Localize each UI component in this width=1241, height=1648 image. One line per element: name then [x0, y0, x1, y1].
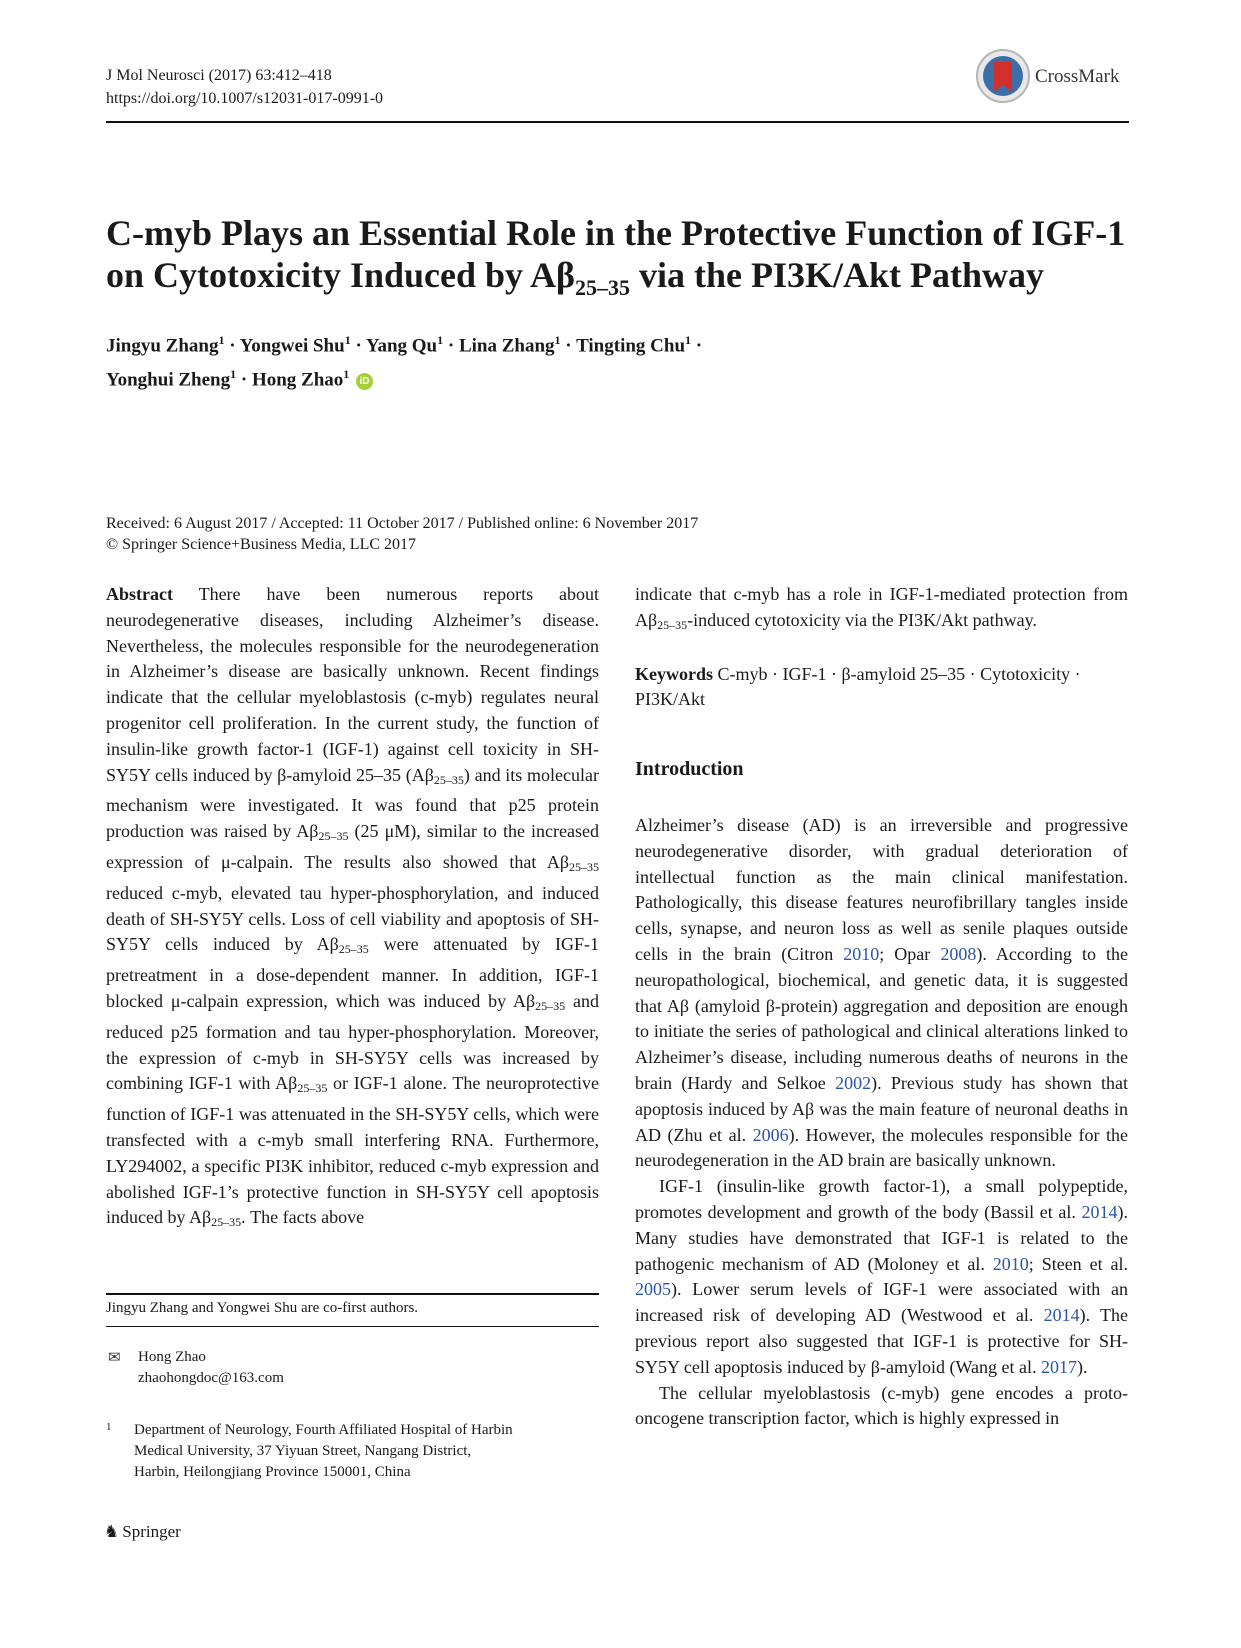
body-text: ). Many studies have demonstrated that IGF-1 is related to the pathogenic mechanism of AD (Moloney et al.: [635, 1201, 1128, 1274]
author-name[interactable]: Lina Zhang: [458, 335, 555, 357]
affil-marker: 1: [344, 333, 351, 347]
author-separator: ·: [447, 335, 455, 357]
subscript: 25–35: [318, 829, 349, 844]
journal-citation: J Mol Neurosci (2017) 63:412–418: [106, 67, 332, 84]
citation-link[interactable]: 2005: [635, 1279, 671, 1300]
envelope-icon: ✉: [108, 1348, 121, 1366]
section-heading-introduction: Introduction: [635, 758, 744, 781]
subscript: 25–35: [535, 998, 566, 1013]
affiliation-line: Harbin, Heilongjiang Province 150001, China: [134, 1464, 411, 1480]
intro-paragraph-3: The cellular myeloblastosis (c-myb) gene encodes a proto-oncogene transcription factor, which is highly expressed in: [635, 1382, 1128, 1429]
abstract-text: were attenuated by IGF-1 pretreatment in a dose-dependent manner. In addition, IGF-1 blocked μ-calpain expression, which was induced by Aβ: [106, 934, 599, 1011]
crossmark-label: CrossMark: [1035, 66, 1120, 87]
title-line-1: C-myb Plays an Essential Role in the Protective Function of IGF-1: [106, 213, 1126, 253]
abstract-text: . The facts above: [241, 1207, 365, 1228]
header-rule: [106, 121, 1129, 123]
body-text: ).: [1076, 1356, 1088, 1377]
title-text: via the PI3K/Akt Pathway: [630, 255, 1045, 295]
author-separator: ·: [355, 335, 362, 357]
author-separator: ·: [229, 335, 236, 357]
citation-link[interactable]: 2008: [940, 943, 977, 964]
abstract-text: indicate that c-myb has a role in IGF-1-mediated protection from Aβ: [635, 584, 1128, 630]
cofirst-note: Jingyu Zhang and Yongwei Shu are co-first authors.: [106, 1300, 419, 1316]
title-line-2: [106, 254, 1136, 309]
title-subscript: 25–35: [575, 275, 631, 301]
author-line-2: [106, 360, 1136, 394]
body-text: ). Previous study has shown that apoptosis induced by Aβ was the main feature of neuronal deaths in AD (Zhu et al.: [635, 1072, 1128, 1145]
affil-marker: 1: [230, 367, 237, 382]
author-name[interactable]: Yang Qu: [365, 335, 438, 357]
right-column: [635, 582, 1128, 1432]
affiliation-line: Medical University, 37 Yiyuan Street, Nangang District,: [134, 1443, 472, 1459]
subscript: 25–35: [297, 1081, 328, 1096]
affil-marker: 1: [554, 333, 561, 347]
subscript: 25–35: [211, 1215, 242, 1230]
abstract-text: There have been numerous reports about neurodegenerative diseases, including Alzheimer’s disease. Nevertheless, the molecules responsible for the neurodegeneration in Alzheimer’s disease are basically unknown. Recent findings indicate that the cellular myeloblastosis (c-myb) regulates neural progenitor cell proliferation. In the current study, the function of insulin-like growth factor-1 (IGF-1) against cell toxicity in SH-SY5Y cells induced by β-amyloid 25–35 (Aβ: [106, 584, 599, 785]
abstract-text: ) and its molecular mechanism were investigated. It was found that p25 protein production was raised by Aβ: [106, 764, 599, 842]
footnote-rule: [106, 1293, 599, 1295]
title-text: on Cytotoxicity Induced by Aβ: [106, 255, 576, 295]
keywords-label: Keywords: [635, 663, 713, 684]
abstract-label: Abstract: [106, 584, 173, 604]
abstract-text: reduced c-myb, elevated tau hyper-phosphorylation, and induced death of SH-SY5Y cells. Loss of cell viability and apoptosis of SH-SY5Y cells induced by Aβ: [106, 882, 599, 955]
abstract-text: and reduced p25 formation and tau hyper-phosphorylation. Moreover, the expression of c-myb in SH-SY5Y cells was increased by combining IGF-1 with Aβ: [106, 990, 599, 1094]
abstract-column: [106, 582, 599, 1236]
citation-link[interactable]: 2017: [1040, 1356, 1077, 1377]
author-separator: ·: [240, 369, 248, 391]
author-name[interactable]: Tingting Chu: [576, 335, 686, 357]
springer-horse-icon: ♞: [104, 1522, 120, 1542]
body-text: ; Opar: [879, 943, 941, 964]
contact-details: [138, 1347, 284, 1389]
orcid-icon[interactable]: iD: [356, 373, 373, 390]
body-text: ; Steen et al.: [1028, 1253, 1128, 1274]
subscript: 25–35: [569, 859, 599, 874]
received-accepted-published: Received: 6 August 2017 / Accepted: 11 October 2017 / Published online: 6 November 2017: [106, 515, 699, 532]
affiliation-number: 1: [106, 1421, 112, 1433]
crossmark-badge[interactable]: [975, 46, 1135, 106]
body-text: IGF-1 (insulin-like growth factor-1), a small polypeptide, promotes development and growth of the body (Bassil et al.: [635, 1176, 1128, 1222]
keywords: [635, 662, 1128, 714]
affil-marker: 1: [685, 333, 692, 347]
abstract-paragraph: [106, 582, 599, 1236]
body-text: ). Lower serum levels of IGF-1 were associated with an increased risk of developing AD (Westwood et al.: [635, 1279, 1128, 1326]
copyright-line: © Springer Science+Business Media, LLC 2017: [106, 536, 417, 553]
body-text: Alzheimer’s disease (AD) is an irreversible and progressive neurodegenerative disorder, with gradual deterioration of intellectual function as the main clinical manifestation. Pathologically, this disease features neurofibrillary tangles inside cells, synapse, and neuron loss as well as senile plaques outside cells in the brain (Citron: [635, 814, 1128, 964]
affiliation-text: [134, 1420, 513, 1483]
abstract-text: -induced cytotoxicity via the PI3K/Akt pathway.: [687, 609, 1037, 630]
intro-paragraph-1: [635, 813, 1128, 1174]
subscript: 25–35: [338, 942, 369, 957]
subscript: 25–35: [433, 772, 464, 787]
author-separator: ·: [695, 335, 703, 357]
author-list: [106, 326, 1136, 395]
crossmark-icon: [975, 48, 1031, 104]
citation-link[interactable]: 2014: [1043, 1305, 1080, 1326]
author-line-1: [106, 326, 1136, 360]
abstract-continuation: [635, 582, 1128, 639]
citation-link[interactable]: 2002: [835, 1072, 872, 1093]
body-text: ). The previous report also suggested that IGF-1 is protective for SH-SY5Y cell apoptosis induced by β-amyloid (Wang et al.: [635, 1305, 1129, 1377]
doi-link[interactable]: https://doi.org/10.1007/s12031-017-0991-0: [106, 90, 384, 107]
publisher-name: Springer: [122, 1522, 181, 1541]
affil-marker: 1: [437, 333, 444, 347]
corresponding-author: [108, 1347, 284, 1386]
author-separator: ·: [565, 335, 572, 357]
publication-dates: [106, 513, 698, 555]
article-title: [106, 212, 1136, 309]
footnote-rule-thin: [106, 1326, 599, 1327]
citation-link[interactable]: 2006: [752, 1124, 789, 1145]
affil-marker: 1: [343, 367, 350, 382]
author-name[interactable]: Yonghui Zheng: [106, 369, 231, 391]
intro-paragraph-2: [635, 1174, 1128, 1380]
body-text: ). However, the molecules responsible for the neurodegeneration in the AD brain are basically unknown.: [635, 1124, 1128, 1171]
author-name[interactable]: Yongwei Shu: [239, 335, 345, 357]
subscript: 25–35: [657, 617, 688, 632]
contact-name: Hong Zhao: [138, 1349, 206, 1365]
springer-logo: [104, 1522, 181, 1542]
author-name[interactable]: Jingyu Zhang: [106, 335, 219, 357]
affil-marker: 1: [218, 333, 225, 347]
journal-header: [106, 64, 383, 110]
citation-link[interactable]: 2010: [992, 1253, 1029, 1274]
abstract-text: or IGF-1 alone. The neuroprotective function of IGF-1 was attenuated in the SH-SY5Y cells, which were transfected with a c-myb small interfering RNA. Furthermore, LY294002, a specific PI3K inhibitor, reduced c-myb expression and abolished IGF-1’s protective function in SH-SY5Y cell apoptosis induced by Aβ: [106, 1073, 599, 1228]
author-name[interactable]: Hong Zhao: [251, 369, 344, 391]
affiliation-line: Department of Neurology, Fourth Affiliated Hospital of Harbin: [134, 1422, 513, 1438]
keywords-text: C-myb · IGF-1 · β-amyloid 25–35 · Cytotoxicity · PI3K/Akt: [635, 663, 1081, 710]
body-text: ). According to the neuropathological, biochemical, and genetic data, it is suggested that Aβ (amyloid β-protein) aggregation and deposition are enough to initiate the series of pathological and clinical alterations linked to Alzheimer’s disease, including numerous deaths of neurons in the brain (Hardy and Selkoe: [635, 943, 1128, 1093]
citation-link[interactable]: 2014: [1081, 1201, 1118, 1222]
contact-email[interactable]: zhaohongdoc@163.com: [138, 1370, 284, 1386]
citation-link[interactable]: 2010: [843, 943, 880, 964]
abstract-text: (25 μM), similar to the increased expression of μ-calpain. The results also showed that Aβ: [106, 821, 599, 872]
